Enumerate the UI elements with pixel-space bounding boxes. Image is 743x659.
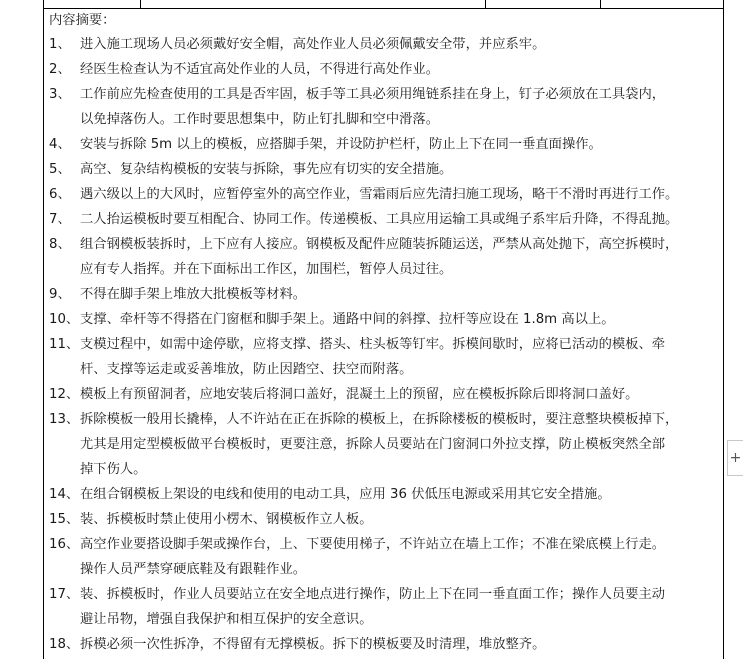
- item-first-line: [49, 82, 719, 107]
- item-first-line: [49, 182, 719, 207]
- item-first-line: [49, 132, 719, 157]
- item-first-line: [49, 232, 719, 257]
- item-number: 12、: [49, 387, 80, 402]
- item-number: 16、: [49, 537, 80, 552]
- item-text: 操作人员严禁穿硬底鞋及有跟鞋作业。: [80, 562, 307, 577]
- item-number: 9、: [49, 287, 71, 302]
- item-text: 尤其是用定型模板做平台模板时，更要注意，拆除人员要站在门窗洞口外拉支撑，防止模板突然全部: [80, 437, 666, 452]
- item-continuation-line: [49, 432, 719, 457]
- item-text: 支模过程中，如需中途停歇，应将支撑、搭头、柱头板等钉牢。拆模间歇时，应将已活动的模板、牵: [80, 337, 666, 352]
- list-item: [49, 482, 719, 507]
- list-item: [49, 532, 719, 582]
- list-item: [49, 307, 719, 332]
- item-text: 进入施工现场人员必须戴好安全帽，高处作业人员必须佩戴安全带，并应系牢。: [80, 37, 546, 52]
- section-heading: 内容摘要：: [49, 13, 116, 28]
- item-text: 装、拆模板时禁止使用小楞木、钢模板作立人板。: [80, 512, 373, 527]
- document-table-cell: [43, 0, 724, 659]
- item-number: 6、: [49, 187, 71, 202]
- item-continuation-line: [49, 257, 719, 282]
- item-first-line: [49, 582, 719, 607]
- item-number: 4、: [49, 137, 71, 152]
- item-number: 17、: [49, 587, 80, 602]
- item-text: 杆、支撑等运走或妥善堆放，防止因踏空、扶空而附落。: [80, 362, 413, 377]
- list-item: [49, 32, 719, 57]
- item-first-line: [49, 632, 719, 657]
- item-first-line: [49, 157, 719, 182]
- item-first-line: [49, 382, 719, 407]
- item-first-line: [49, 32, 719, 57]
- list-item: [49, 207, 719, 232]
- item-text: 拆模必须一次性拆净，不得留有无撑模板。拆下的模板要及时清理，堆放整齐。: [80, 637, 546, 652]
- item-continuation-line: [49, 607, 719, 632]
- item-number: 14、: [49, 487, 80, 502]
- item-first-line: [49, 482, 719, 507]
- list-item: [49, 407, 719, 482]
- item-number: 13、: [49, 412, 80, 427]
- item-number: 18、: [49, 637, 80, 652]
- content-summary: [49, 10, 719, 657]
- list-item: [49, 382, 719, 407]
- item-text: 不得在脚手架上堆放大批模板等材料。: [80, 287, 307, 302]
- item-text: 经医生检查认为不适宜高处作业的人员，不得进行高处作业。: [80, 62, 440, 77]
- item-text: 避让吊物，增强自我保护和相互保护的安全意识。: [80, 612, 373, 627]
- item-text: 在组合钢模板上架设的电线和使用的电动工具，应用 36 伏低压电源或采用其它安全措施。: [80, 487, 611, 502]
- item-number: 5、: [49, 162, 71, 177]
- list-item: [49, 507, 719, 532]
- expand-handle[interactable]: [727, 440, 743, 476]
- item-continuation-line: [49, 557, 719, 582]
- item-number: 10、: [49, 312, 80, 327]
- list-item: [49, 282, 719, 307]
- item-text: 拆除模板一般用长撬棒，人不许站在正在拆除的模板上，在拆除楼板的模板时，要注意整块模板掉下，: [80, 412, 679, 427]
- list-item: [49, 182, 719, 207]
- list-item: [49, 82, 719, 132]
- item-number: 7、: [49, 212, 71, 227]
- item-continuation-line: [49, 357, 719, 382]
- list-item: [49, 132, 719, 157]
- item-text: 高空、复杂结构模板的安装与拆除，事先应有切实的安全措施。: [80, 162, 453, 177]
- item-text: 安装与拆除 5m 以上的模板，应搭脚手架，并设防护栏杆，防止上下在同一垂直面操作。: [80, 137, 602, 152]
- item-number: 3、: [49, 87, 71, 102]
- item-text: 高空作业要搭设脚手架或操作台，上、下要使用梯子，不许站立在墙上工作；不准在梁底模上行走。: [80, 537, 666, 552]
- item-first-line: [49, 282, 719, 307]
- item-number: 11、: [49, 337, 80, 352]
- list-item: [49, 332, 719, 382]
- list-item: [49, 157, 719, 182]
- item-number: 15、: [49, 512, 80, 527]
- item-first-line: [49, 407, 719, 432]
- column-divider: [140, 0, 141, 8]
- item-text: 支撑、牵杆等不得搭在门窗框和脚手架上。通路中间的斜撑、拉杆等应设在 1.8m 高以上。: [80, 312, 615, 327]
- item-first-line: [49, 307, 719, 332]
- item-first-line: [49, 332, 719, 357]
- item-text: 工作前应先检查使用的工具是否牢固，板手等工具必须用绳链系挂在身上，钉子必须放在工具袋内，: [80, 87, 666, 102]
- item-number: 1、: [49, 37, 71, 52]
- item-text: 掉下伤人。: [80, 462, 147, 477]
- item-continuation-line: [49, 107, 719, 132]
- item-list: [49, 32, 719, 657]
- item-first-line: [49, 207, 719, 232]
- item-text: 组合钢模板装拆时，上下应有人接应。钢模板及配件应随装拆随运送，严禁从高处抛下，高空拆模时，: [80, 237, 679, 252]
- item-first-line: [49, 532, 719, 557]
- item-number: 2、: [49, 62, 71, 77]
- list-item: [49, 232, 719, 282]
- item-number: 8、: [49, 237, 71, 252]
- item-first-line: [49, 507, 719, 532]
- item-first-line: [49, 57, 719, 82]
- item-text: 应有专人指挥。并在下面标出工作区，加围栏，暂停人员过往。: [80, 262, 453, 277]
- list-item: [49, 582, 719, 632]
- list-item: [49, 57, 719, 82]
- item-text: 装、拆模板时，作业人员要站立在安全地点进行操作，防止上下在同一垂直面工作；操作人员要主动: [80, 587, 666, 602]
- column-divider: [600, 0, 601, 8]
- item-text: 以免掉落伤人。工作时要思想集中，防止钉扎脚和空中滑落。: [80, 112, 440, 127]
- column-divider: [485, 0, 486, 8]
- list-item: [49, 632, 719, 657]
- item-text: 模板上有预留洞者，应地安装后将洞口盖好，混凝土上的预留，应在模板拆除后即将洞口盖好。: [80, 387, 639, 402]
- item-continuation-line: [49, 457, 719, 482]
- item-text: 遇六级以上的大风时，应暂停室外的高空作业，雪霜雨后应先清扫施工现场，略干不滑时再进行工作。: [80, 187, 679, 202]
- table-header-row: [44, 0, 723, 9]
- plus-icon: +: [729, 450, 742, 466]
- item-text: 二人抬运模板时要互相配合、协同工作。传递模板、工具应用运输工具或绳子系牢后升降，不得乱抛。: [80, 212, 679, 227]
